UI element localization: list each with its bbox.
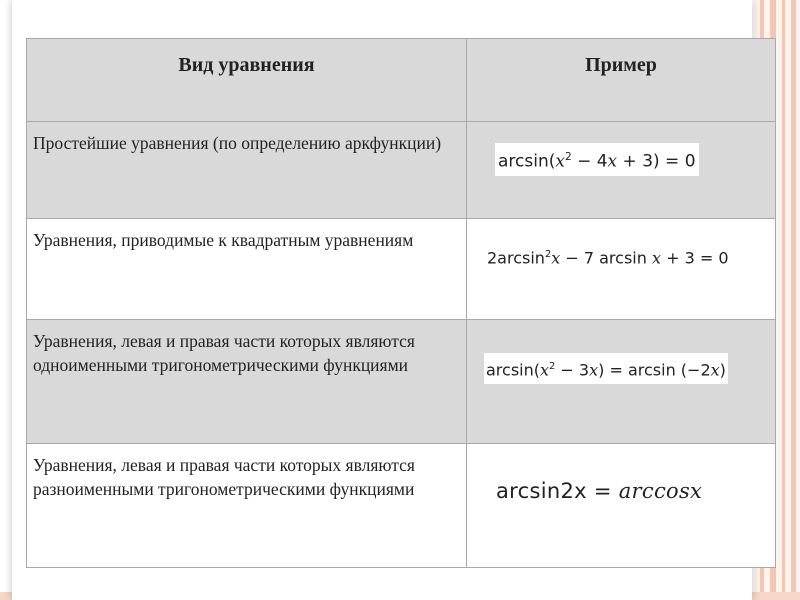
row-type-text: Уравнения, приводимые к квадратным уравнениям [27,219,467,320]
row-example-cell [467,444,776,568]
equations-table [26,38,776,568]
row-type-text: Простейшие уравнения (по определению аркфункции) [27,122,467,219]
row-example-cell [467,122,776,219]
table-row [27,320,776,444]
example-formula: $\arcsin(x^2 - 4x + 3) = 0$ [495,143,699,176]
table-header-row [27,39,776,122]
example-formula: arcsin2x = arccosx [493,477,705,505]
table-row [27,219,776,320]
example-formula: $\arcsin(x^2 - 3x) = \arcsin (-2x)$ [484,353,728,384]
row-type-text: Уравнения, левая и правая части которых являются разноименными тригонометрическими функциями [27,444,467,568]
table-row [27,122,776,219]
header-example: Пример [467,39,776,122]
row-example-cell [467,219,776,320]
example-formula: $2\arcsin^2x - 7$ arcsin x + 3 = 0 [485,241,731,272]
row-type-text: Уравнения, левая и правая части которых являются одноименными тригонометрическими функциями [27,320,467,444]
row-example-cell [467,320,776,444]
table-row [27,444,776,568]
header-type: Вид уравнения [27,39,467,122]
